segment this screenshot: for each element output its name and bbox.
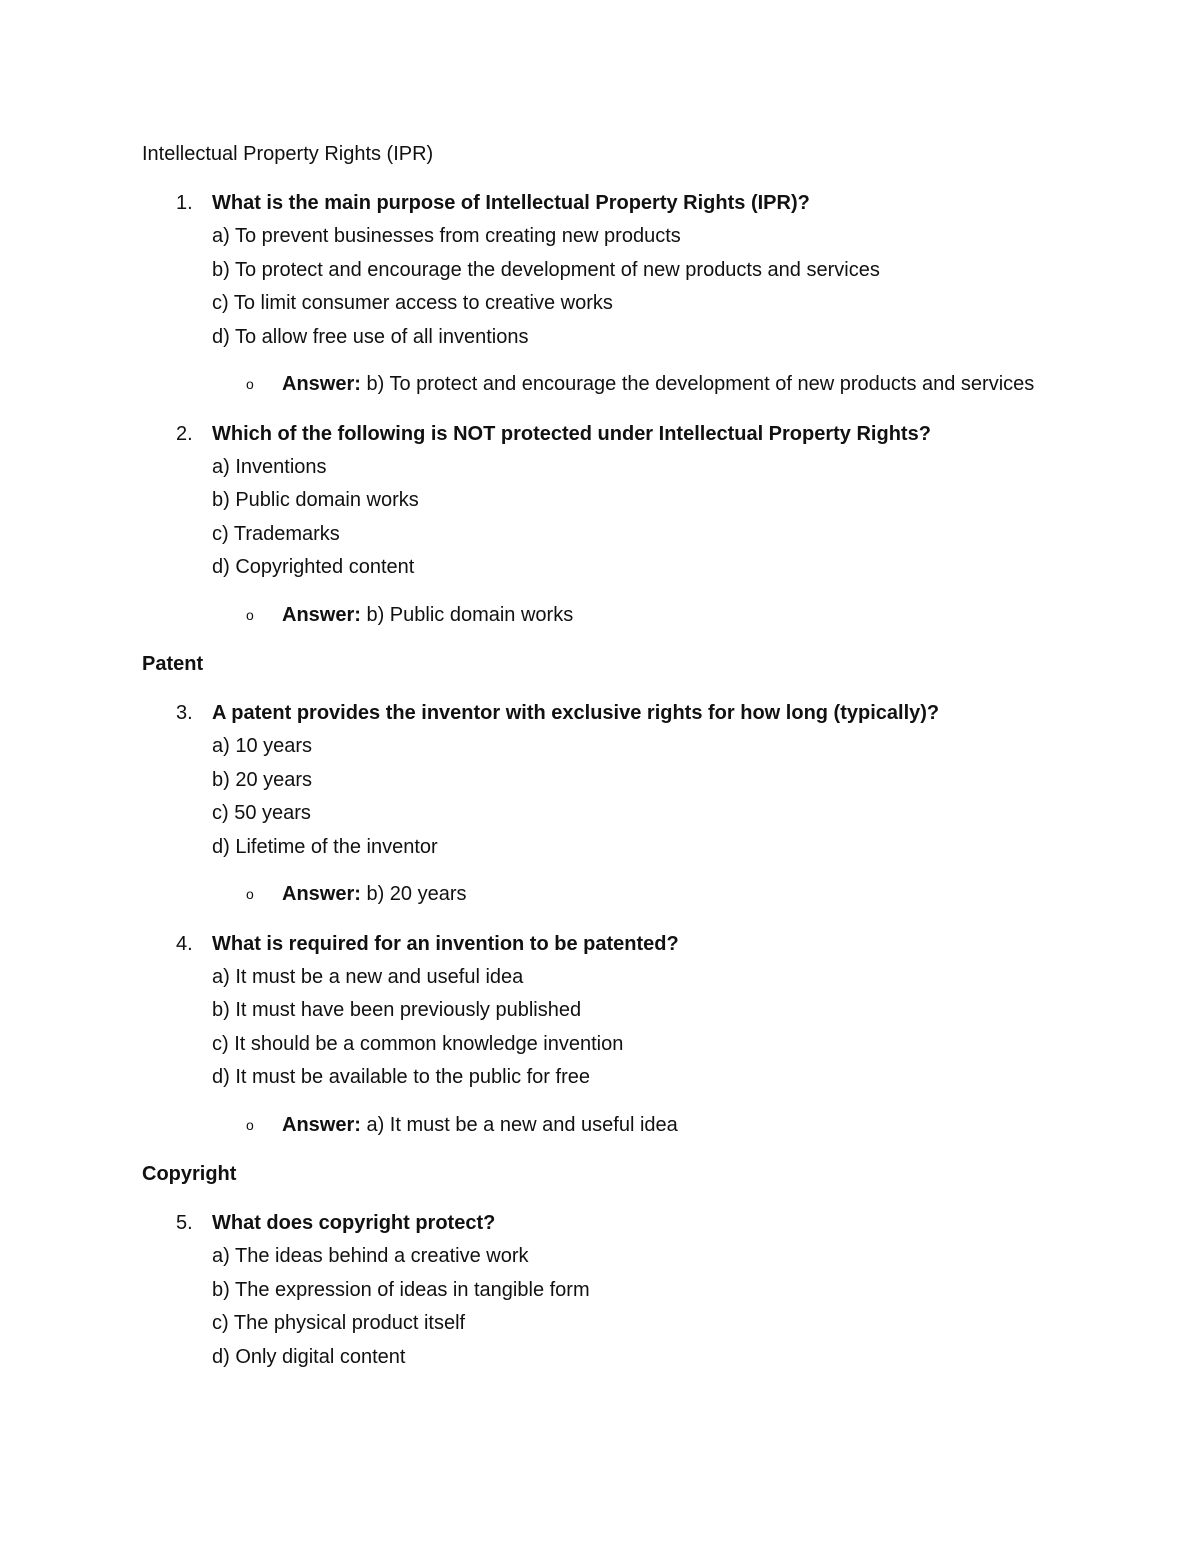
option-c: c) It should be a common knowledge invention — [212, 1032, 624, 1055]
answer-label: Answer: — [282, 883, 361, 905]
question-number: 2. — [176, 422, 193, 445]
question-text: What is the main purpose of Intellectual Property Rights (IPR)? — [212, 192, 810, 214]
option-c: c) The physical product itself — [212, 1312, 466, 1334]
document-page — [142, 138, 1072, 1374]
question-4 — [176, 928, 1072, 1143]
question-text: What does copyright protect? — [212, 1212, 496, 1234]
option-d: d) Lifetime of the inventor — [212, 835, 438, 858]
section-title-copyright: Copyright — [142, 1163, 237, 1185]
option-d: d) Copyrighted content — [212, 556, 415, 578]
question-number: 5. — [176, 1212, 193, 1234]
option-d: d) It must be available to the public for free — [212, 1066, 590, 1088]
option-b: b) The expression of ideas in tangible form — [212, 1278, 590, 1301]
option-d: d) Only digital content — [212, 1345, 406, 1368]
option-c: c) Trademarks — [212, 522, 340, 545]
answer-text: a) It must be a new and useful idea — [360, 1113, 678, 1136]
answer-text: b) To protect and encourage the development of new products and services — [360, 373, 1035, 395]
question-text: What is required for an invention to be patented? — [212, 932, 679, 955]
question-heading — [176, 1207, 1072, 1240]
question-1 — [176, 187, 1072, 402]
answer — [246, 368, 1062, 402]
bullet-icon: o — [246, 376, 254, 392]
question-5 — [176, 1207, 1072, 1374]
section-title-ipr: Intellectual Property Rights (IPR) — [142, 143, 434, 165]
bullet-icon: o — [246, 886, 254, 902]
question-3 — [176, 697, 1072, 912]
question-text: A patent provides the inventor with exclusive rights for how long (typically)? — [212, 702, 940, 724]
question-number: 3. — [176, 702, 193, 724]
answer — [246, 878, 1062, 912]
option-b: b) 20 years — [212, 768, 313, 791]
answer-label: Answer: — [282, 603, 361, 626]
option-a: a) 10 years — [212, 735, 313, 757]
answer-text: b) 20 years — [360, 883, 467, 905]
answer-label: Answer: — [282, 1113, 361, 1136]
answer — [246, 599, 1062, 633]
option-c: c) To limit consumer access to creative works — [212, 292, 613, 314]
question-text: Which of the following is NOT protected under Intellectual Property Rights? — [212, 422, 931, 445]
section-title-patent: Patent — [142, 653, 204, 675]
option-b: b) To protect and encourage the development of new products and services — [212, 258, 880, 281]
option-a: a) The ideas behind a creative work — [212, 1245, 529, 1267]
bullet-icon: o — [246, 1116, 254, 1133]
option-b: b) Public domain works — [212, 489, 419, 511]
option-d: d) To allow free use of all inventions — [212, 325, 529, 348]
answer — [246, 1109, 1062, 1143]
bullet-icon: o — [246, 606, 254, 623]
answer-text: b) Public domain works — [360, 603, 574, 626]
question-heading — [176, 418, 1072, 451]
option-a: a) To prevent businesses from creating new products — [212, 225, 681, 247]
option-b: b) It must have been previously published — [212, 999, 582, 1021]
question-2 — [176, 418, 1072, 633]
option-a: a) Inventions — [212, 455, 327, 478]
option-a: a) It must be a new and useful idea — [212, 965, 524, 988]
question-heading — [176, 187, 1072, 220]
answer-label: Answer: — [282, 373, 361, 395]
question-heading — [176, 928, 1072, 961]
question-number: 4. — [176, 932, 193, 955]
question-heading — [176, 697, 1072, 730]
option-c: c) 50 years — [212, 802, 311, 824]
question-number: 1. — [176, 192, 193, 214]
